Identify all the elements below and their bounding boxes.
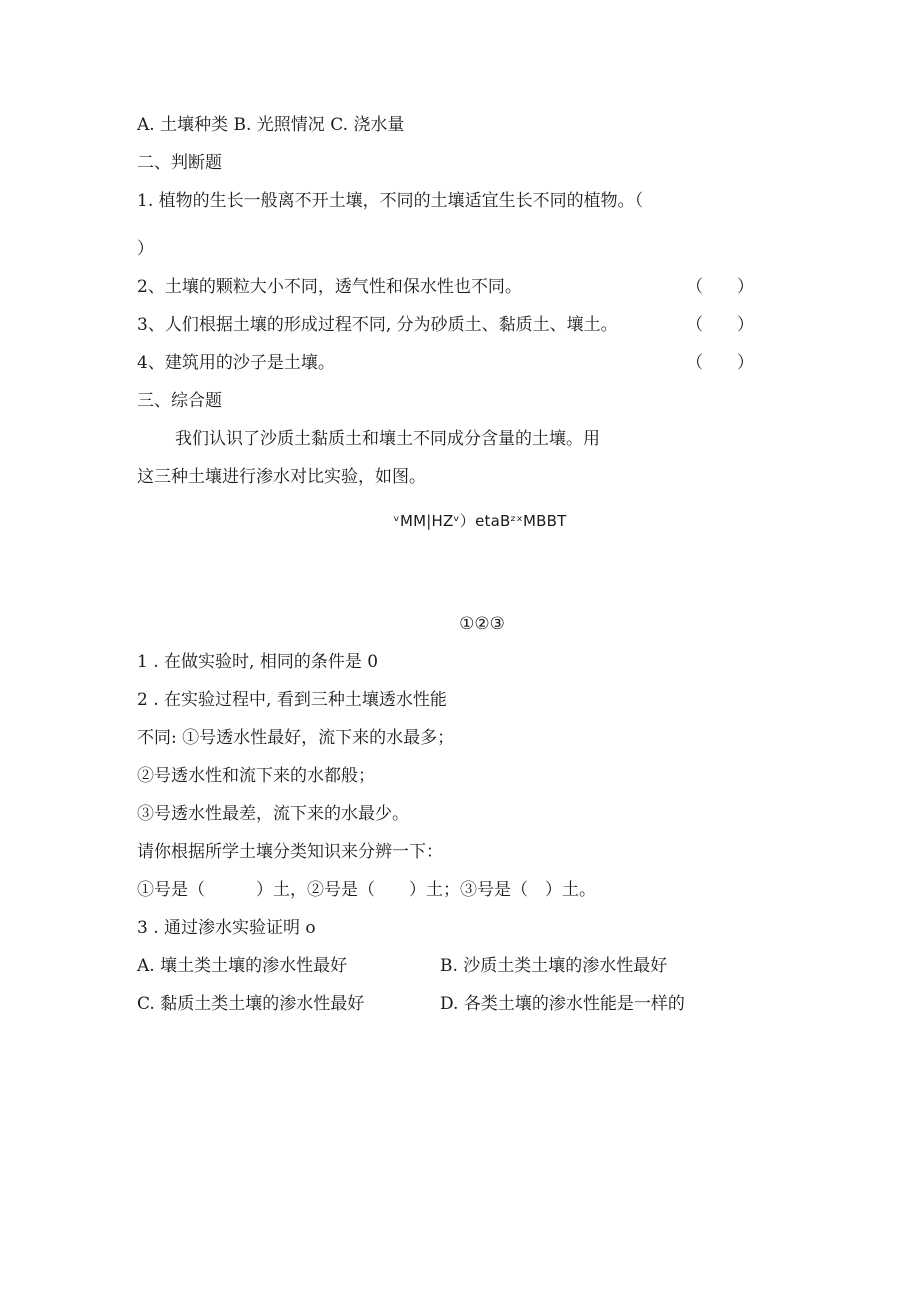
judgment-item-1-close: ）	[137, 239, 154, 259]
option-c: C. 黏质土类土壤的渗水性最好	[137, 994, 365, 1014]
figure-caption-text: ᵛMM|HZᵛ）etaBᶻˣMBBT	[393, 512, 567, 530]
question-2-line-d: 请你根据所学土壤分类知识来分辨一下：	[137, 842, 443, 862]
section-heading-judgment: 二、判断题	[137, 153, 222, 173]
option-b: B. 沙质土类土壤的渗水性最好	[440, 956, 668, 976]
option-a: A. 壤土类土壤的渗水性最好	[137, 956, 348, 976]
question-2-line-a: 不同: ①号透水性最好，流下来的水最多；	[137, 728, 455, 748]
intro-paragraph-line-2: 这三种土壤进行渗水对比实验，如图。	[137, 467, 426, 487]
question-3: 3 . 通过渗水实验证明 o	[137, 918, 316, 938]
answer-paren-2: （ ）	[686, 277, 754, 297]
option-d: D. 各类土壤的渗水性能是一样的	[440, 994, 685, 1014]
answer-paren-3: （ ）	[686, 315, 754, 335]
judgment-item-4: 4、建筑用的沙子是土壤。	[137, 353, 335, 373]
question-2: 2 . 在实验过程中, 看到三种土壤透水性能	[137, 690, 447, 710]
intro-paragraph-line-1: 我们认识了沙质土黏质土和壤土不同成分含量的土壤。用	[175, 429, 600, 449]
judgment-item-3: 3、人们根据土壤的形成过程不同, 分为砂质土、黏质土、壤土。	[137, 315, 618, 335]
section-heading-comprehensive: 三、综合题	[137, 391, 222, 411]
figure-numbers: ①②③	[459, 614, 505, 634]
judgment-item-2: 2、土壤的颗粒大小不同，透气性和保水性也不同。	[137, 277, 522, 297]
question-2-fill-blanks: ①号是（ ）土，②号是（ ）土；③号是（ ）土。	[137, 880, 596, 900]
judgment-item-1: 1. 植物的生长一般离不开土壤，不同的土壤适宜生长不同的植物。（	[137, 191, 644, 211]
question-1: 1 . 在做实验时, 相同的条件是 0	[137, 652, 379, 672]
options-line: A. 土壤种类 B. 光照情况 C. 浇水量	[137, 115, 405, 135]
question-2-line-b: ②号透水性和流下来的水都般；	[137, 766, 375, 786]
question-2-line-c: ③号透水性最差，流下来的水最少。	[137, 804, 409, 824]
answer-paren-4: （ ）	[686, 353, 754, 373]
